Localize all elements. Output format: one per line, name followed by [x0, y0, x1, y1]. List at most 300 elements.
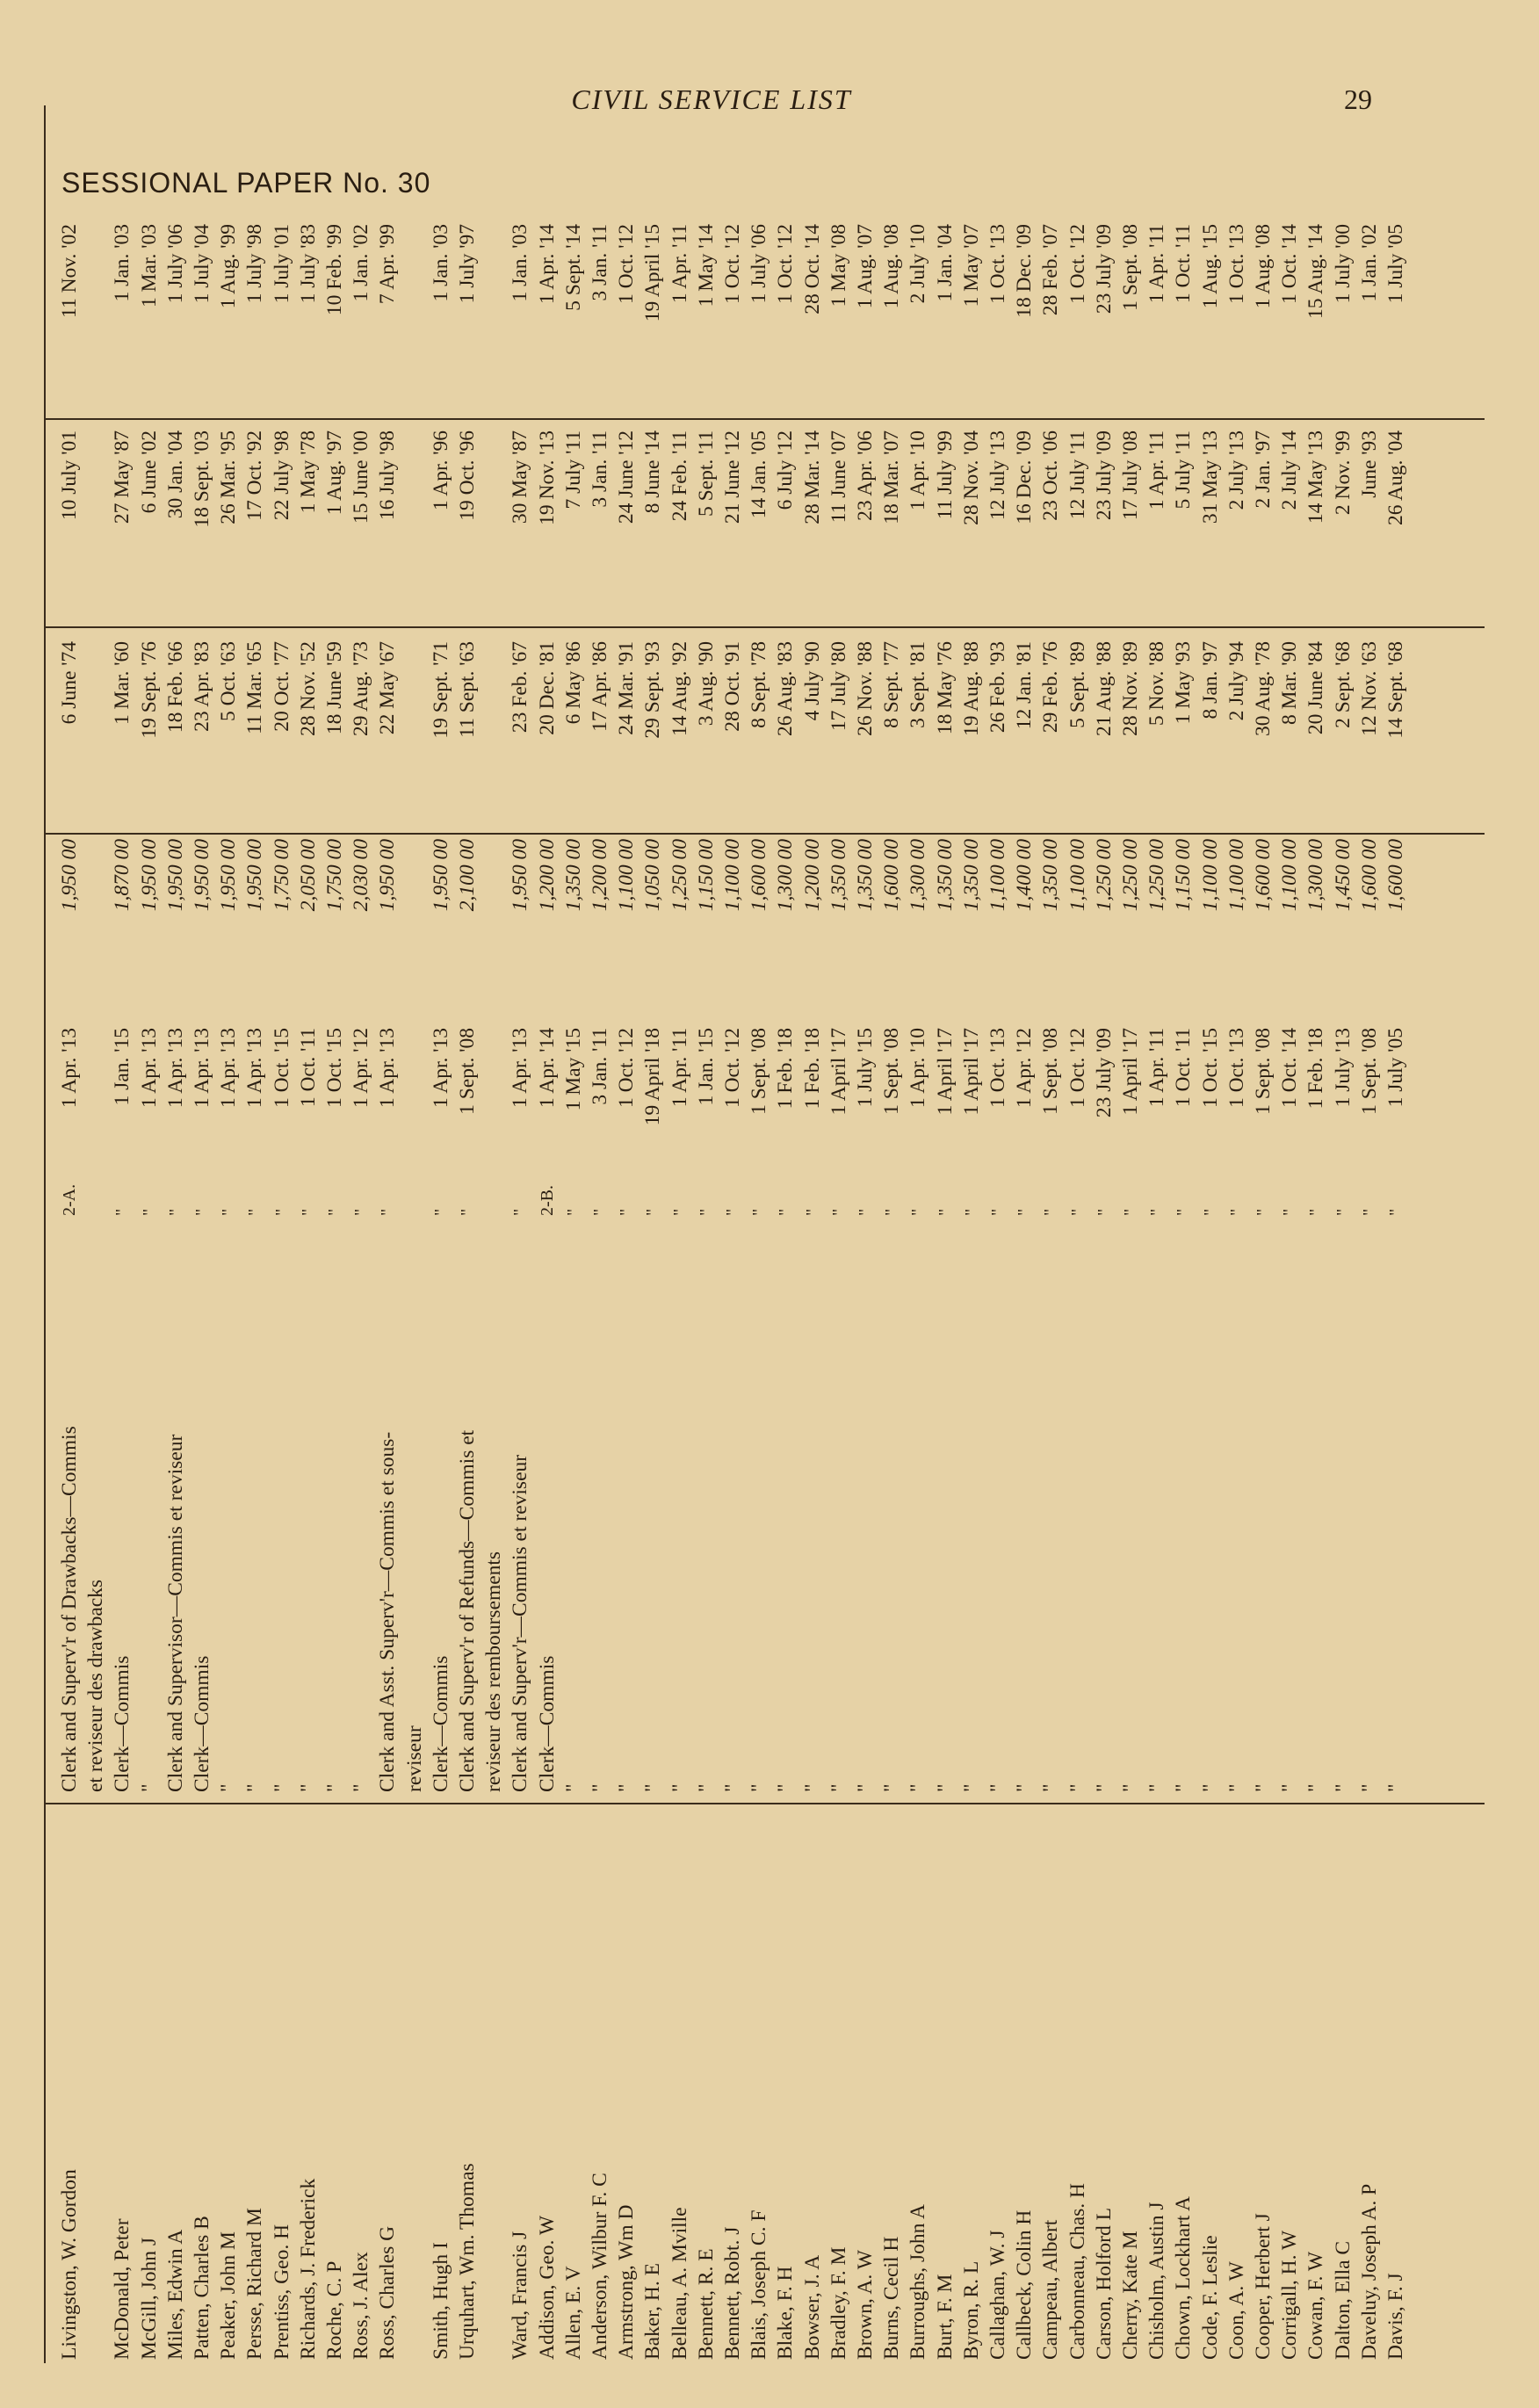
class-code: "	[1174, 1208, 1194, 1216]
running-title: CIVIL SERVICE LIST	[571, 83, 852, 115]
employee-name: Peaker, John M	[217, 2231, 241, 2360]
date-first-appointment: 31 May '13	[1198, 430, 1222, 524]
date-first-appointment: 26 Aug. '04	[1384, 430, 1407, 526]
date-first-appointment: 19 Oct. '96	[456, 430, 479, 521]
date-permanent: 1 July '01	[270, 224, 293, 304]
class-code: "	[1306, 1208, 1326, 1216]
class-code: "	[165, 1208, 185, 1216]
employee-name: Callaghan, W. J	[986, 2230, 1009, 2360]
date-first-appointment: 14 Jan. '05	[748, 430, 771, 519]
salary: 1,300 00	[1304, 839, 1328, 912]
date-first-appointment: 24 June '12	[615, 430, 639, 524]
table-row	[905, 105, 931, 2363]
date-of-birth: 20 Dec. '81	[535, 641, 559, 735]
table-row	[878, 105, 905, 2363]
salary: 1,050 00	[641, 839, 665, 912]
table-row	[799, 105, 826, 2363]
date-present-class: 1 Oct. '15	[1198, 1028, 1222, 1109]
class-code: "	[1280, 1208, 1300, 1216]
salary: 2,100 00	[456, 839, 479, 912]
date-of-birth: 24 Mar. '91	[615, 641, 639, 735]
date-present-class: 1 Oct. '15	[323, 1028, 346, 1109]
employee-name: Dalton, Ella C	[1331, 2240, 1355, 2360]
table-row	[852, 105, 878, 2363]
salary	[401, 839, 428, 1015]
date-first-appointment: 1 May '78	[296, 430, 320, 514]
rank-title: Clerk—Commis	[191, 1655, 213, 1792]
date-of-birth: 23 Apr. '83	[191, 641, 213, 732]
class-code: "	[882, 1208, 902, 1216]
salary: 1,150 00	[1172, 839, 1196, 912]
employee-name: Bradley, F. M	[827, 2246, 850, 2360]
rank-title: "	[1384, 1783, 1407, 1792]
date-permanent: 1 July '98	[243, 224, 267, 304]
salary: 1,300 00	[774, 839, 798, 912]
table-row	[534, 105, 560, 2363]
date-present-class: 1 Apr. '13	[243, 1028, 267, 1109]
date-permanent: 19 April '15	[641, 224, 665, 322]
date-first-appointment: 19 Nov. '13	[535, 430, 559, 525]
class-code: "	[696, 1208, 716, 1216]
date-present-class: 1 Apr. '13	[191, 1028, 213, 1109]
employee-name: Chisholm, Austin J	[1145, 2202, 1169, 2360]
class-code: "	[1067, 1208, 1087, 1216]
date-present-class	[83, 1028, 109, 1177]
employee-name: Code, F. Leslie	[1198, 2235, 1222, 2360]
date-present-class: 1 Sept. '08	[1252, 1028, 1275, 1115]
date-permanent: 1 Jan. '03	[509, 224, 532, 302]
salary: 1,350 00	[1039, 839, 1063, 912]
date-permanent: 1 Oct. '11	[1172, 224, 1196, 304]
rank-title: "	[694, 1783, 718, 1792]
date-first-appointment: 1 Apr. '11	[1145, 430, 1169, 510]
class-code: "	[245, 1208, 265, 1216]
date-present-class: 1 Jan. '15	[694, 1028, 718, 1106]
salary: 1,950 00	[163, 839, 187, 912]
employee-name: Bowser, J. A	[800, 2254, 824, 2360]
rank-title: "	[827, 1783, 850, 1792]
date-permanent: 1 Apr. '11	[668, 224, 691, 304]
table-row	[242, 105, 268, 2363]
table-row	[1170, 105, 1196, 2363]
date-of-birth: 18 June '59	[323, 641, 346, 735]
date-present-class: 1 Oct. '12	[1066, 1028, 1089, 1109]
date-first-appointment: 1 Apr. '10	[907, 430, 930, 511]
rank-title: "	[668, 1783, 691, 1792]
salary: 1,100 00	[986, 839, 1009, 912]
date-permanent: 1 Oct. '14	[1278, 224, 1302, 305]
date-first-appointment: 10 July '01	[58, 430, 81, 521]
class-code: "	[1015, 1208, 1035, 1216]
date-first-appointment: 22 July '98	[270, 430, 293, 521]
date-permanent: 28 Feb. '07	[1039, 224, 1063, 316]
rank-title: "	[880, 1783, 904, 1792]
salary: 1,200 00	[535, 839, 559, 912]
salary: 1,100 00	[1066, 839, 1089, 912]
date-present-class: 1 Oct. '11	[1172, 1028, 1196, 1108]
employee-name: Burns, Cecil H	[880, 2236, 904, 2360]
date-of-birth: 3 Sept. '81	[907, 641, 930, 728]
date-permanent: 1 Jan. '03	[111, 224, 134, 302]
table-row	[985, 105, 1011, 2363]
salary: 1,250 00	[1145, 839, 1169, 912]
table-row	[932, 105, 958, 2363]
date-present-class: 1 Apr. '13	[429, 1028, 452, 1109]
date-of-birth: 8 Jan. '97	[1198, 641, 1222, 720]
date-permanent: 10 Feb. '99	[323, 224, 346, 316]
date-permanent: 1 Oct. '12	[1066, 224, 1089, 305]
date-of-birth	[401, 641, 428, 808]
class-code: "	[219, 1208, 239, 1216]
employee-name: Belleau, A. Mville	[668, 2207, 691, 2360]
date-of-birth: 2 Sept. '68	[1331, 641, 1355, 728]
table-row	[374, 105, 401, 2363]
page-number: 29	[1344, 83, 1372, 115]
date-present-class: 23 July '09	[1092, 1028, 1116, 1118]
salary: 1,350 00	[933, 839, 957, 912]
rank-title: Clerk—Commis	[429, 1655, 452, 1792]
salary: 1,350 00	[827, 839, 850, 912]
date-permanent	[83, 224, 109, 400]
date-present-class: 1 Apr. '13	[509, 1028, 532, 1109]
employee-name: Carson, Holford L	[1092, 2208, 1116, 2360]
civil-service-table	[44, 105, 1485, 2363]
employee-name: Chown, Lockhart A	[1172, 2195, 1196, 2360]
salary: 1,350 00	[854, 839, 877, 912]
date-first-appointment: 18 Sept. '03	[191, 430, 213, 528]
class-code: "	[112, 1208, 133, 1216]
rank-title: "	[1092, 1783, 1116, 1792]
rank-title: Clerk and Superv'r of Drawbacks—Commis	[58, 1426, 81, 1792]
rank-title: "	[615, 1783, 639, 1792]
class-code: 2-A.	[60, 1183, 79, 1216]
class-code: "	[1041, 1208, 1061, 1216]
employee-name: Byron, R. L	[959, 2260, 983, 2360]
employee-name: Brown, A. W	[854, 2250, 877, 2360]
table-row	[1197, 105, 1224, 2363]
date-first-appointment: 12 July '13	[986, 430, 1009, 521]
employee-name: Bennett, R. E	[694, 2248, 718, 2360]
rank-title: "	[561, 1783, 585, 1792]
date-first-appointment: 28 Mar. '14	[800, 430, 824, 524]
salary: 1,150 00	[694, 839, 718, 912]
table-top-rule	[44, 105, 46, 2363]
date-first-appointment: 30 Jan. '04	[163, 430, 187, 519]
date-permanent: 1 Oct. '13	[1225, 224, 1248, 305]
employee-name: Roche, C. P	[323, 2260, 346, 2360]
date-present-class: 1 Oct. '14	[1278, 1028, 1302, 1109]
employee-name: Persse, Richard M	[243, 2208, 267, 2360]
date-permanent: 1 July '00	[1331, 224, 1355, 304]
date-present-class: 1 July '15	[854, 1028, 877, 1108]
salary: 1,950 00	[58, 839, 81, 912]
date-of-birth: 4 July '90	[800, 641, 824, 721]
employee-name: Blais, Joseph C. F	[748, 2209, 771, 2360]
employee-name: Daveluy, Joseph A. P	[1357, 2183, 1381, 2360]
employee-name: Prentiss, Geo. H	[270, 2224, 293, 2360]
salary: 1,950 00	[376, 839, 400, 912]
date-permanent: 7 Apr. '99	[376, 224, 400, 305]
table-row	[826, 105, 852, 2363]
rank-title: "	[350, 1783, 373, 1792]
date-of-birth	[83, 641, 109, 808]
rank-title: "	[641, 1783, 665, 1792]
table-row	[639, 105, 666, 2363]
employee-name: McGill, John J	[137, 2237, 161, 2360]
employee-name: Carbonneau, Chas. H	[1066, 2182, 1089, 2360]
date-of-birth: 1 May '93	[1172, 641, 1196, 725]
date-first-appointment: 23 Apr. '06	[854, 430, 877, 521]
rank-title: "	[1278, 1783, 1302, 1792]
date-of-birth: 5 Oct. '63	[217, 641, 241, 722]
class-code: "	[1121, 1208, 1140, 1216]
date-first-appointment: 28 Nov. '04	[959, 430, 983, 525]
table-row	[56, 105, 83, 2363]
rank-title: "	[1225, 1783, 1248, 1792]
table-row	[1117, 105, 1144, 2363]
date-permanent: 1 Jan. '03	[429, 224, 452, 302]
table-row	[1091, 105, 1117, 2363]
date-of-birth: 8 Sept. '77	[880, 641, 904, 728]
table-row	[560, 105, 587, 2363]
date-of-birth: 5 Sept. '89	[1066, 641, 1089, 728]
date-of-birth: 17 July '80	[827, 641, 850, 732]
date-permanent: 1 July '06	[163, 224, 187, 304]
date-of-birth: 26 Nov. '88	[854, 641, 877, 736]
table-row	[1303, 105, 1329, 2363]
date-first-appointment: 18 Mar. '07	[880, 430, 904, 524]
date-first-appointment: 26 Mar. '95	[217, 430, 241, 524]
date-of-birth: 11 Sept. '63	[456, 641, 479, 738]
date-permanent: 1 Aug. '15	[1198, 224, 1222, 309]
date-of-birth: 5 Nov. '88	[1145, 641, 1169, 727]
date-present-class: 1 Sept. '08	[880, 1028, 904, 1115]
date-first-appointment: 2 Jan. '97	[1252, 430, 1275, 509]
date-first-appointment: 16 July '98	[376, 430, 400, 521]
rank-title: "	[1039, 1783, 1063, 1792]
salary: 1,250 00	[1119, 839, 1142, 912]
date-of-birth: 18 Feb. '66	[163, 641, 187, 734]
class-code: "	[908, 1208, 928, 1216]
date-permanent: 1 Oct. '13	[986, 224, 1009, 305]
date-permanent: 1 Aug. '08	[880, 224, 904, 309]
date-first-appointment: 6 June '02	[137, 430, 161, 514]
class-code: "	[856, 1208, 875, 1216]
date-of-birth: 6 June '74	[58, 641, 81, 725]
date-first-appointment: 17 July '08	[1119, 430, 1142, 521]
rank-title: "	[721, 1783, 744, 1792]
date-first-appointment: 30 May '87	[509, 430, 532, 524]
date-present-class: 1 Sept. '08	[1357, 1028, 1381, 1115]
date-present-class: 1 Apr. '13	[58, 1028, 81, 1109]
rank-title: "	[296, 1783, 320, 1792]
rank-title: "	[986, 1783, 1009, 1792]
date-present-class: 1 Oct. '13	[986, 1028, 1009, 1109]
class-code: "	[458, 1208, 477, 1216]
date-present-class: 1 Apr. '13	[217, 1028, 241, 1109]
table-row	[189, 105, 215, 2363]
date-first-appointment: 7 July '11	[561, 430, 585, 510]
date-of-birth: 12 Jan. '81	[1013, 641, 1037, 730]
table-row	[163, 105, 189, 2363]
date-permanent: 1 May '07	[959, 224, 983, 307]
date-first-appointment: 1 Aug. '97	[323, 430, 346, 516]
date-of-birth: 3 Aug. '90	[694, 641, 718, 727]
salary: 1,100 00	[1225, 839, 1248, 912]
employee-name: Patten, Charles B	[191, 2216, 213, 2360]
date-of-birth: 6 May '86	[561, 641, 585, 725]
date-permanent: 1 Oct. '12	[615, 224, 639, 305]
date-present-class: 1 April '17	[1119, 1028, 1142, 1116]
employee-name	[401, 1819, 428, 2360]
employee-name: Burt, F. M	[933, 2274, 957, 2360]
salary: 1,100 00	[721, 839, 744, 912]
class-code: "	[1147, 1208, 1167, 1216]
date-first-appointment	[83, 430, 109, 606]
date-present-class: 1 Jan. '15	[111, 1028, 134, 1106]
salary: 1,450 00	[1331, 839, 1355, 912]
date-of-birth: 14 Sept. '68	[1384, 641, 1407, 739]
class-code: "	[192, 1208, 212, 1216]
date-permanent	[401, 224, 428, 400]
date-permanent: 1 Jan. '02	[350, 224, 373, 302]
employee-name: Baker, H. E	[641, 2263, 665, 2360]
date-permanent: 1 Sept. '08	[1119, 224, 1142, 311]
date-permanent: 2 July '10	[907, 224, 930, 304]
date-present-class: 1 Apr. '12	[350, 1028, 373, 1109]
table-row	[1383, 105, 1409, 2363]
class-code: "	[961, 1208, 981, 1216]
salary: 1,600 00	[1357, 839, 1381, 912]
table-row	[613, 105, 639, 2363]
table-row	[1224, 105, 1250, 2363]
rank-title: "	[1119, 1783, 1142, 1792]
table-row	[136, 105, 163, 2363]
salary: 1,750 00	[270, 839, 293, 912]
date-of-birth: 29 Feb. '76	[1039, 641, 1063, 734]
salary: 1,200 00	[589, 839, 611, 912]
salary: 1,200 00	[800, 839, 824, 912]
date-present-class: 1 Apr. '13	[163, 1028, 187, 1109]
date-present-class: 1 Feb. '18	[774, 1028, 798, 1110]
date-first-appointment: 11 June '07	[827, 430, 850, 524]
date-of-birth: 30 Aug. '78	[1252, 641, 1275, 737]
date-permanent: 28 Oct. '14	[800, 224, 824, 315]
class-code	[480, 1181, 507, 1216]
date-first-appointment: 11 July '99	[933, 430, 957, 520]
date-present-class: 1 April '17	[933, 1028, 957, 1116]
table-row	[1011, 105, 1037, 2363]
date-permanent: 1 Apr. '14	[535, 224, 559, 305]
employee-name: Ross, Charles G	[376, 2225, 400, 2360]
date-first-appointment: 2 Nov. '99	[1331, 430, 1355, 516]
date-of-birth: 14 Aug. '92	[668, 641, 691, 737]
salary: 1,100 00	[1198, 839, 1222, 912]
table-row	[507, 105, 533, 2363]
employee-name: Urquhart, Wm. Thomas	[456, 2163, 479, 2360]
date-first-appointment	[480, 430, 507, 606]
rank-title: "	[1198, 1783, 1222, 1792]
rank-title: "	[907, 1783, 930, 1792]
date-first-appointment	[401, 430, 428, 606]
date-permanent: 1 Oct. '12	[721, 224, 744, 305]
class-code: "	[590, 1208, 610, 1216]
date-first-appointment: 2 July '14	[1278, 430, 1302, 510]
class-code: "	[1200, 1208, 1220, 1216]
table-row	[1356, 105, 1383, 2363]
rank-title: "	[243, 1783, 267, 1792]
date-first-appointment: 23 Oct. '06	[1039, 430, 1063, 521]
class-code: "	[723, 1208, 742, 1216]
rank-title: "	[1013, 1783, 1037, 1792]
class-code: 2-B.	[537, 1185, 557, 1216]
salary: 1,250 00	[668, 839, 691, 912]
salary: 1,600 00	[1384, 839, 1407, 912]
date-present-class: 1 Apr. '11	[668, 1028, 691, 1108]
employee-name: McDonald, Peter	[111, 2218, 134, 2360]
salary: 1,950 00	[191, 839, 213, 912]
salary: 1,950 00	[509, 839, 532, 912]
rank-title: "	[1331, 1783, 1355, 1792]
date-first-appointment: 2 July '13	[1225, 430, 1248, 510]
rank-title: "	[748, 1783, 771, 1792]
date-permanent	[480, 224, 507, 400]
salary	[480, 839, 507, 1015]
date-present-class: 1 Apr. '12	[1013, 1028, 1037, 1109]
class-code: "	[1094, 1208, 1114, 1216]
rank-title: "	[137, 1783, 161, 1792]
table-row	[958, 105, 985, 2363]
employee-name: Callbeck, Colin H	[1013, 2209, 1037, 2360]
employee-name: Cooper, Herbert J	[1252, 2213, 1275, 2360]
employee-name: Campeau, Albert	[1039, 2219, 1063, 2360]
date-present-class: 1 Sept. '08	[1039, 1028, 1063, 1115]
date-present-class: 1 Apr. '13	[376, 1028, 400, 1109]
table-row	[215, 105, 242, 2363]
date-permanent: 1 Oct. '12	[774, 224, 798, 305]
date-permanent: 1 Jan. '02	[1357, 224, 1381, 302]
date-first-appointment: 27 May '87	[111, 430, 134, 524]
sessional-paper-label: SESSIONAL PAPER No. 30	[61, 167, 431, 199]
date-present-class: 1 Apr. '13	[137, 1028, 161, 1109]
employee-name: Blake, F. H	[774, 2266, 798, 2360]
date-of-birth: 29 Aug. '73	[350, 641, 373, 737]
rank-title: Clerk and Superv'r—Commis et reviseur	[509, 1454, 532, 1792]
rank-title: "	[854, 1783, 877, 1792]
date-present-class: 1 Oct. '12	[721, 1028, 744, 1109]
table-row	[1276, 105, 1303, 2363]
date-of-birth: 20 June '84	[1304, 641, 1328, 735]
date-permanent: 1 May '14	[694, 224, 718, 307]
salary: 1,600 00	[1252, 839, 1275, 912]
rank-title: reviseur	[402, 1725, 426, 1792]
class-code: "	[325, 1208, 344, 1216]
date-permanent: 1 July '06	[748, 224, 771, 304]
date-of-birth: 17 Apr. '86	[589, 641, 611, 732]
date-permanent: 1 May '08	[827, 224, 850, 307]
table-row	[322, 105, 348, 2363]
salary: 1,870 00	[111, 839, 134, 912]
date-first-appointment: 12 July '11	[1066, 430, 1089, 520]
date-permanent: 1 Aug. '07	[854, 224, 877, 309]
employee-name: Davis, F. J	[1384, 2273, 1407, 2360]
date-first-appointment: 24 Feb. '11	[668, 430, 691, 522]
table-row	[746, 105, 772, 2363]
date-of-birth: 28 Nov. '89	[1119, 641, 1142, 736]
date-present-class: 1 April '17	[959, 1028, 983, 1116]
date-first-appointment: 15 June '00	[350, 430, 373, 524]
date-of-birth: 26 Feb. '93	[986, 641, 1009, 734]
